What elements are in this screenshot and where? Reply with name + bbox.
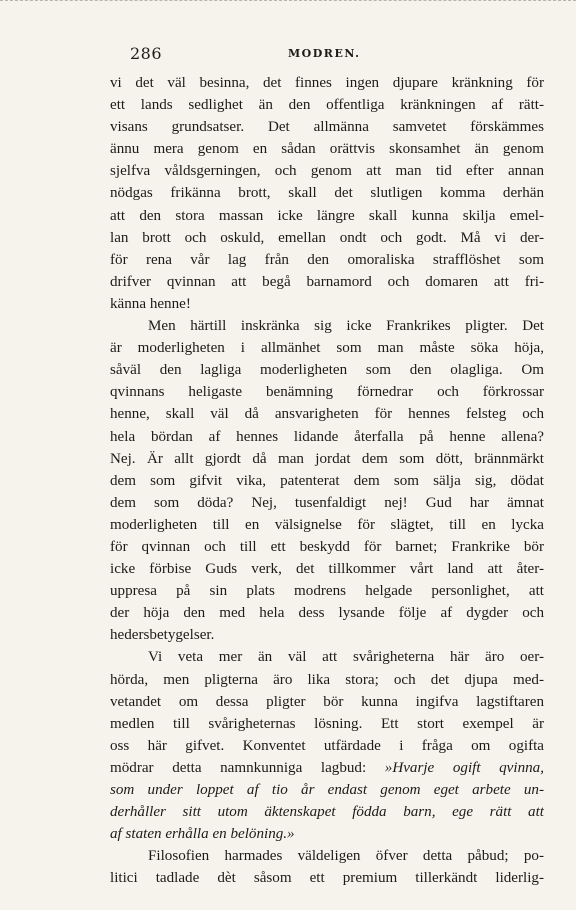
line-text: icke förbise Guds verk, det tillkommer vårt land att åter- bbox=[110, 561, 544, 578]
line-text: moderligheten till en välsignelse för slägtet, till en lycka bbox=[110, 516, 544, 533]
line-text: uppresa på sin plats modrens helgade personlighet, att bbox=[110, 583, 544, 600]
line-text: för rena vår lag från den omoraliska strafflöshet som bbox=[110, 251, 544, 268]
text-line bbox=[110, 337, 544, 359]
text-line bbox=[110, 669, 544, 691]
text-line bbox=[110, 602, 544, 624]
text-line bbox=[110, 249, 544, 271]
line-text: hedersbetygelser. bbox=[110, 627, 215, 644]
line-text: der höja den med hela dess lysande följe af dygder och bbox=[110, 605, 544, 622]
line-italic-text: af staten erhålla en belöning.» bbox=[110, 826, 295, 843]
line-text: ännu mera genom en sådan orättvis skonsamhet än genom bbox=[110, 141, 544, 158]
line-text: nödgas frikänna brott, skall det slutligen komma derhän bbox=[110, 185, 544, 202]
text-line bbox=[110, 713, 544, 735]
text-line bbox=[110, 624, 544, 646]
line-text: lan brott och oskuld, emellan ondt och godt. Må vi der- bbox=[110, 229, 544, 246]
text-line bbox=[110, 182, 544, 204]
text-line bbox=[110, 470, 544, 492]
line-italic-text: som under loppet af tio år endast genom eget arbete un- bbox=[110, 782, 544, 798]
text-line bbox=[110, 735, 544, 757]
text-line bbox=[110, 757, 544, 779]
text-line bbox=[110, 72, 544, 94]
page-header bbox=[110, 44, 544, 64]
line-text: Nej. Är allt gjordt då man jordat dem som dött, brännmärkt bbox=[110, 450, 544, 467]
page-number: 286 bbox=[130, 44, 163, 63]
line-text: visans grundsatser. Det allmänna samvetet förskämmes bbox=[110, 119, 544, 136]
line-italic-text: »Hvarje ogift qvinna, bbox=[384, 759, 544, 776]
line-text: mödrar detta namnkunniga lagbud: bbox=[110, 759, 385, 776]
line-text: sjelfva våldsgerningen, och genom att man tid efter annan bbox=[110, 163, 544, 180]
line-text: är moderligheten i allmänhet som man måste söka höja, bbox=[110, 340, 544, 357]
text-line bbox=[110, 779, 544, 801]
book-page bbox=[110, 0, 544, 910]
text-line bbox=[110, 293, 544, 315]
text-line bbox=[110, 403, 544, 425]
text-line bbox=[110, 227, 544, 249]
line-text: hörda, men pligterna äro lika stora; och det djupa med- bbox=[110, 671, 544, 688]
text-line bbox=[110, 558, 544, 580]
text-line bbox=[110, 205, 544, 227]
text-line bbox=[110, 359, 544, 381]
text-line bbox=[110, 514, 544, 536]
line-italic-text: derhåller sitt utom äktenskapet födda barn, ege rätt att bbox=[110, 804, 544, 821]
text-line bbox=[110, 426, 544, 448]
text-line bbox=[110, 448, 544, 470]
text-line bbox=[110, 138, 544, 160]
text-line bbox=[110, 691, 544, 713]
line-text: dem som döda? Nej, tusenfaldigt nej! Gud har ämnat bbox=[110, 494, 544, 511]
text-line bbox=[110, 536, 544, 558]
text-line bbox=[110, 315, 544, 337]
body-text bbox=[110, 72, 544, 889]
text-line bbox=[110, 116, 544, 138]
line-text: att den stora massan icke längre skall kunna skilja emel- bbox=[110, 207, 544, 224]
text-line bbox=[110, 867, 544, 889]
line-text: vi det väl besinna, det finnes ingen djupare kränkning för bbox=[110, 75, 544, 91]
line-text: Filosofien harmades väldeligen öfver detta påbud; po- bbox=[148, 848, 544, 865]
line-text: oss här gifvet. Konventet utfärdade i fråga om ogifta bbox=[110, 737, 544, 754]
line-text: Men härtill inskränka sig icke Frankrikes pligter. Det bbox=[148, 318, 544, 335]
line-text: känna henne! bbox=[110, 295, 191, 312]
text-line bbox=[110, 160, 544, 182]
text-line bbox=[110, 94, 544, 116]
line-text: vetandet om dessa pligter bör kunna ingifva lagstiftaren bbox=[110, 693, 544, 710]
line-text: hela bördan af hennes lidande återfalla på henne allena? bbox=[110, 428, 544, 445]
line-text: drifver qvinnan att begå barnamord och domaren att fri- bbox=[110, 273, 544, 290]
text-line bbox=[110, 823, 544, 845]
line-text: såväl den lagliga moderligheten som den olagliga. Om bbox=[110, 362, 544, 379]
text-line bbox=[110, 580, 544, 602]
line-text: dem som gifvit vika, patenterat dem som sälja sig, dödat bbox=[110, 472, 544, 489]
text-line bbox=[110, 801, 544, 823]
line-text: medlen till svårigheternas lösning. Ett stort exempel är bbox=[110, 715, 544, 732]
text-line bbox=[110, 492, 544, 514]
text-line bbox=[110, 381, 544, 403]
line-text: litici tadlade dèt såsom ett premium tillerkändt liderlig- bbox=[110, 870, 544, 887]
running-head: MODREN. bbox=[288, 47, 361, 60]
text-line bbox=[110, 845, 544, 867]
line-text: qvinnans heligaste benämning förnedrar och förkrossar bbox=[110, 384, 544, 401]
line-text: ett lands sedlighet än den offentliga kränkningen af rätt- bbox=[110, 97, 544, 114]
text-line bbox=[110, 271, 544, 293]
text-line bbox=[110, 646, 544, 668]
line-text: Vi veta mer än väl att svårigheterna här äro oer- bbox=[148, 649, 544, 666]
line-text: för qvinnan och till ett beskydd för barnet; Frankrike bör bbox=[110, 538, 544, 555]
line-text: henne, skall väl då ansvarigheten för hennes felsteg och bbox=[110, 406, 544, 423]
